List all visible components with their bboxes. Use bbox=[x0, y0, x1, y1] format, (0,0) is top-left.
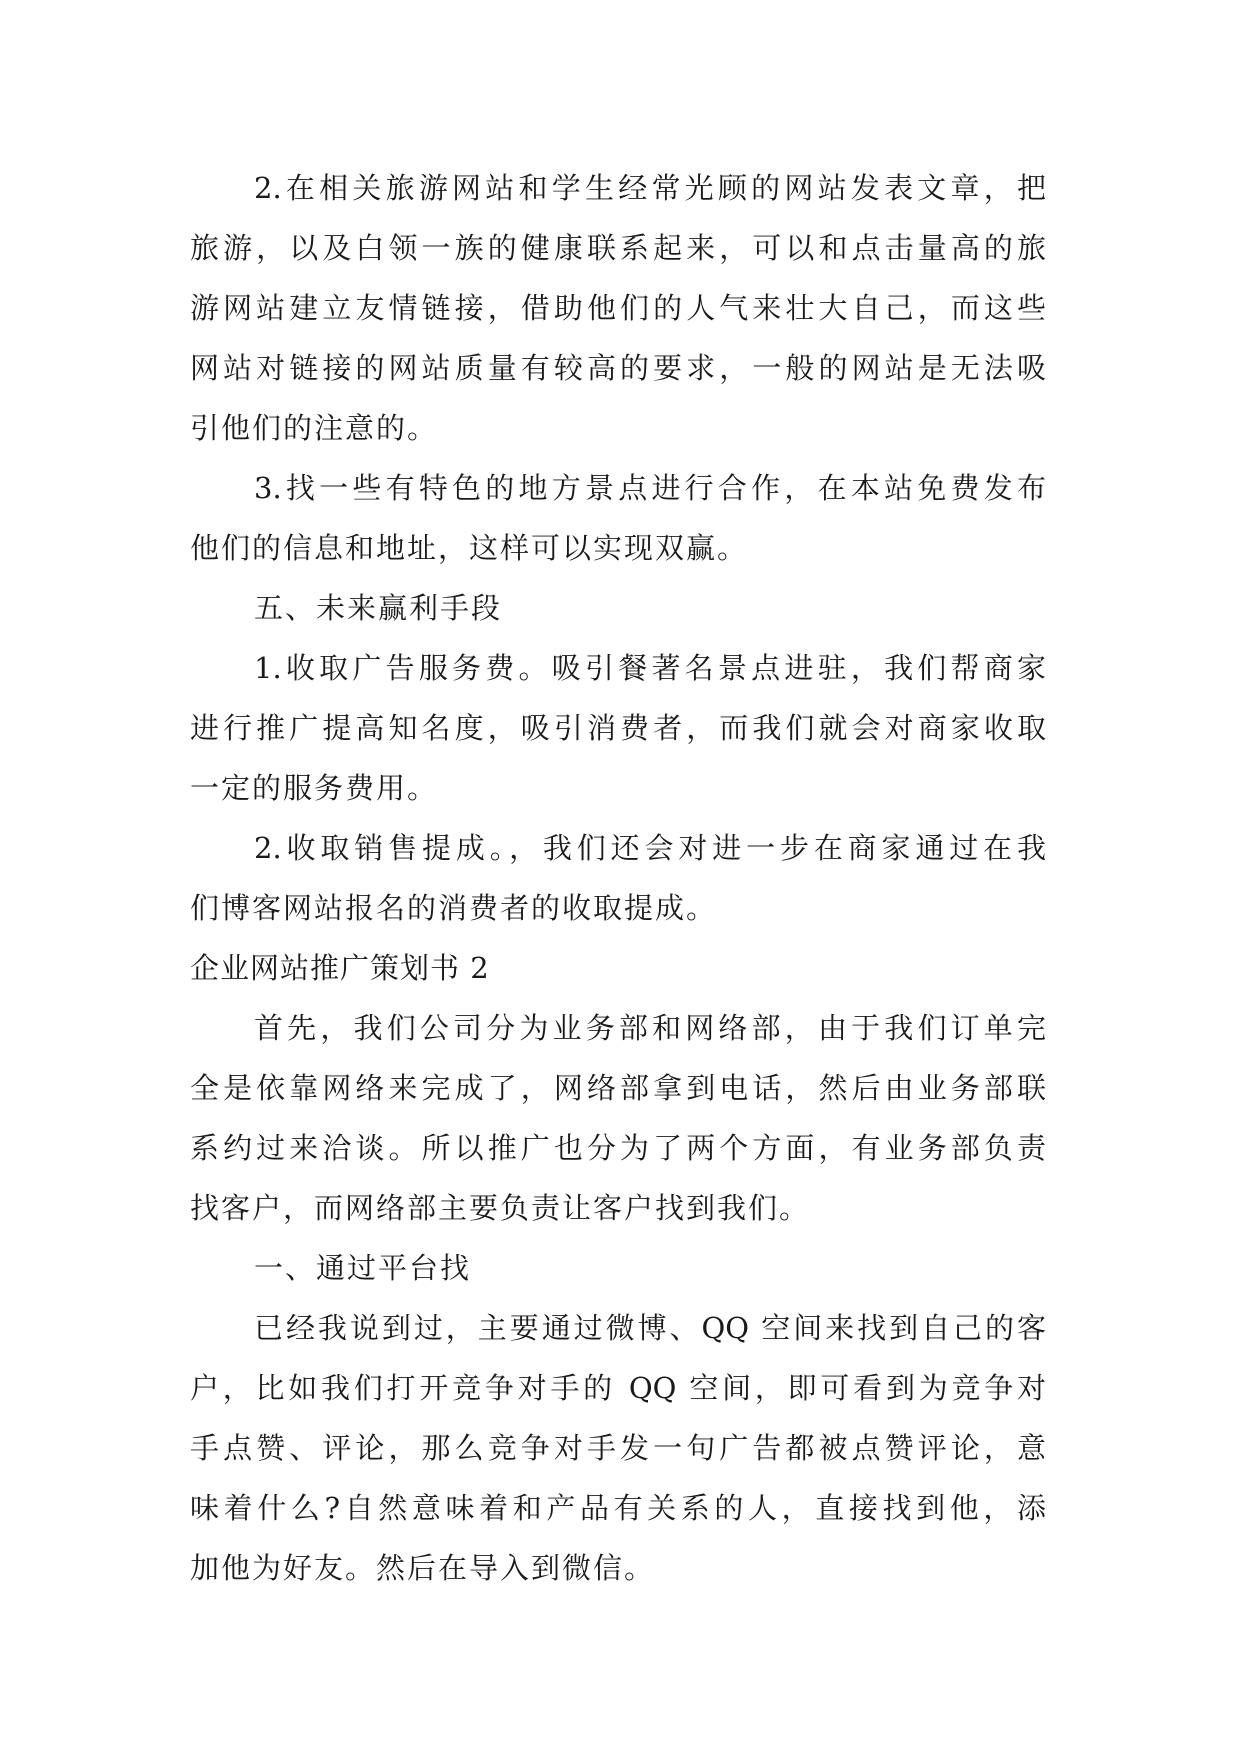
paragraph-line: 全是依靠网络来完成了，网络部拿到电话，然后由业务部联 bbox=[190, 1071, 1046, 1105]
paragraph-line: 首先，我们公司分为业务部和网络部，由于我们订单完 bbox=[254, 1011, 1046, 1045]
paragraph-line: 1.收取广告服务费。吸引餐著名景点进驻，我们帮商家 bbox=[254, 651, 1046, 685]
paragraph-line: 手点赞、评论，那么竞争对手发一句广告都被点赞评论，意 bbox=[190, 1431, 1046, 1465]
section-heading: 五、未来赢利手段 bbox=[254, 591, 503, 625]
document-title: 企业网站推广策划书 2 bbox=[190, 951, 490, 985]
paragraph-line: 系约过来洽谈。所以推广也分为了两个方面，有业务部负责 bbox=[190, 1131, 1046, 1165]
paragraph-line: 引他们的注意的。 bbox=[190, 411, 439, 445]
paragraph-line: 2.在相关旅游网站和学生经常光顾的网站发表文章，把 bbox=[254, 171, 1046, 205]
paragraph-line: 户，比如我们打开竞争对手的 QQ 空间，即可看到为竞争对 bbox=[190, 1371, 1046, 1405]
paragraph-line: 旅游，以及白领一族的健康联系起来，可以和点击量高的旅 bbox=[190, 231, 1046, 265]
paragraph-line: 3.找一些有特色的地方景点进行合作，在本站免费发布 bbox=[254, 471, 1046, 505]
section-heading: 一、通过平台找 bbox=[254, 1251, 472, 1285]
paragraph-line: 游网站建立友情链接，借助他们的人气来壮大自己，而这些 bbox=[190, 291, 1046, 325]
paragraph-line: 已经我说到过，主要通过微博、QQ 空间来找到自己的客 bbox=[254, 1311, 1046, 1345]
paragraph-line: 找客户，而网络部主要负责让客户找到我们。 bbox=[190, 1191, 811, 1225]
document-page bbox=[190, 158, 1046, 1598]
paragraph-line: 进行推广提高知名度，吸引消费者，而我们就会对商家收取 bbox=[190, 711, 1046, 745]
paragraph-line: 2.收取销售提成。，我们还会对进一步在商家通过在我 bbox=[254, 831, 1046, 865]
paragraph-line: 加他为好友。然后在导入到微信。 bbox=[190, 1551, 656, 1585]
paragraph-line: 一定的服务费用。 bbox=[190, 771, 439, 805]
paragraph-line: 他们的信息和地址，这样可以实现双赢。 bbox=[190, 531, 749, 565]
paragraph-line: 味着什么?自然意味着和产品有关系的人，直接找到他，添 bbox=[190, 1491, 1046, 1525]
paragraph-line: 网站对链接的网站质量有较高的要求，一般的网站是无法吸 bbox=[190, 351, 1046, 385]
paragraph-line: 们博客网站报名的消费者的收取提成。 bbox=[190, 891, 718, 925]
